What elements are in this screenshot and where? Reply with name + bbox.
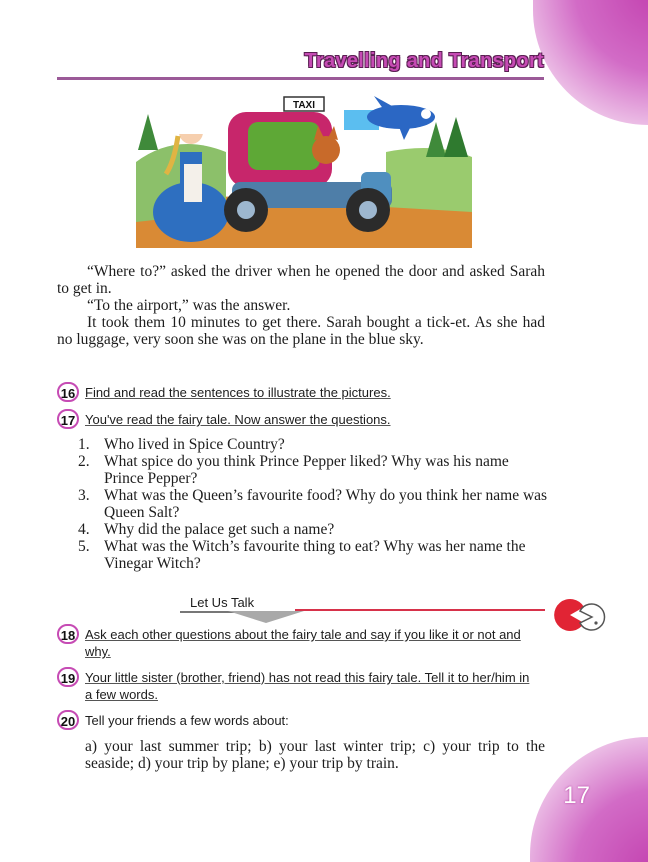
story-line: It took them 10 minutes to get there. Sarah bought a tick-et. As she had no luggage, very soon she was on the plane in the blue sky. [57, 314, 545, 348]
title-divider [57, 77, 544, 80]
question-item [78, 436, 548, 453]
task-number-badge: 19 [57, 667, 79, 687]
question-number: 4. [78, 521, 90, 538]
question-text: Why did the palace get such a name? [104, 521, 335, 538]
corner-decoration-top [533, 0, 648, 125]
question-item [78, 453, 548, 487]
section-arrow [228, 611, 304, 623]
question-text: What was the Queen’s favourite food? Why do you think her name was Queen Salt? [104, 487, 548, 521]
question-text: Who lived in Spice Country? [104, 436, 285, 453]
question-number: 1. [78, 436, 90, 453]
task-number-badge: 20 [57, 710, 79, 730]
story-line: “To the airport,” was the answer. [87, 297, 291, 314]
question-item [78, 521, 548, 538]
question-text: What was the Witch’s favourite thing to eat? Why was her name the Vinegar Witch? [104, 538, 526, 572]
story-text [57, 263, 545, 348]
task-instruction: Tell your friends a few words about: [85, 713, 289, 728]
page-number: 17 [563, 782, 590, 809]
task-instruction: Find and read the sentences to illustrate the pictures. [85, 385, 391, 400]
taxi-illustration [136, 92, 472, 248]
question-text: What spice do you think Prince Pepper liked? Why was his name Prince Pepper? [104, 453, 509, 487]
speech-icon [550, 597, 608, 635]
question-list [78, 436, 548, 572]
page-title: Travelling and Transport [304, 50, 544, 72]
task-instruction: Ask each other questions about the fairy tale and say if you like it or not and why. [85, 627, 521, 659]
task-number-badge: 18 [57, 624, 79, 644]
question-item [78, 538, 548, 572]
story-line: “Where to?” asked the driver when he opened the door and asked Sarah to get in. [57, 263, 545, 297]
task-number-badge: 16 [57, 382, 79, 402]
task-number-badge: 17 [57, 409, 79, 429]
task-instruction: Your little sister (brother, friend) has not read this fairy tale. Tell it to her/him in a few words. [85, 670, 530, 702]
task-20-options: a) your last summer trip; b) your last winter trip; c) your trip to the seaside; d) your trip by plane; e) your trip by train. [85, 738, 545, 772]
question-item [78, 487, 548, 521]
task-instruction: You've read the fairy tale. Now answer the questions. [85, 412, 391, 427]
question-number: 2. [78, 453, 90, 470]
section-rule [295, 609, 545, 611]
question-number: 3. [78, 487, 90, 504]
taxi-sign-text: TAXI [292, 100, 316, 111]
section-label: Let Us Talk [190, 595, 255, 610]
question-number: 5. [78, 538, 90, 555]
